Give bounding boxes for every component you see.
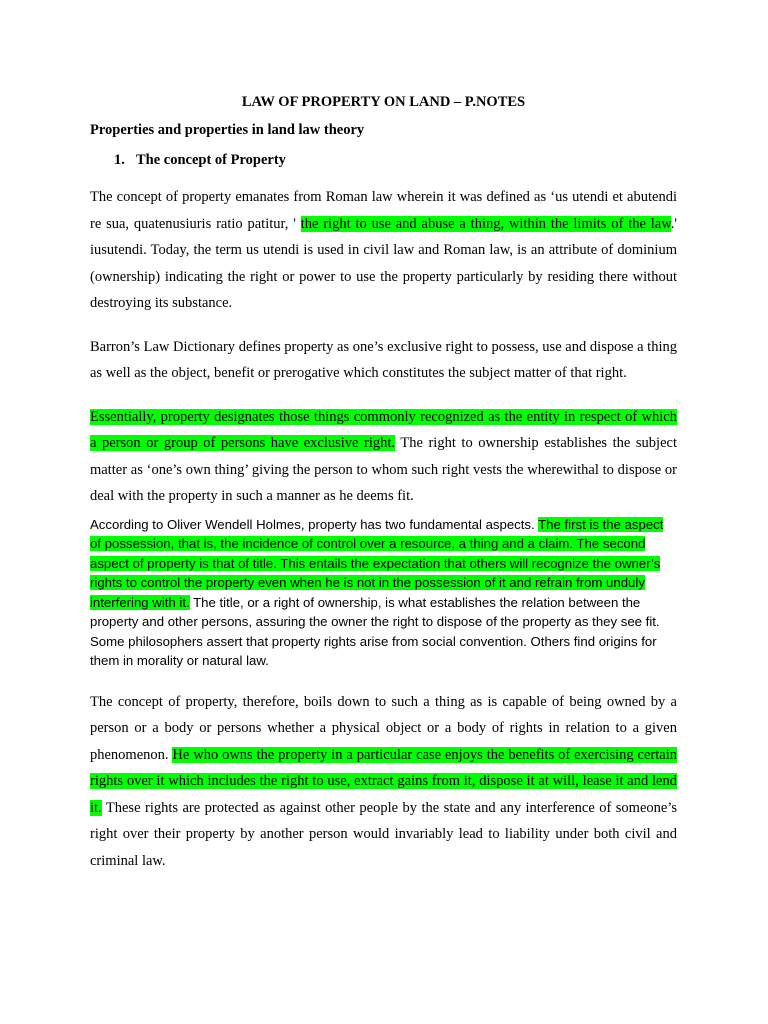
highlighted-text: Essentially, property designates those things commonly recognized as the entity in respect of which a person or group of persons have exclusive right. [90,408,677,451]
document-body [90,93,677,874]
paragraph-holmes [90,515,677,671]
paragraph-text: These rights are protected as against other people by the state and any interference of someone’s right over their property by another person would invariably lead to liability under both civil and criminal law. [90,799,677,869]
subsection-heading [114,151,677,169]
paragraph-essentially [90,404,677,510]
paragraph-text: The title, or a right of ownership, is what establishes the relation between the property and other persons, assuring the owner the right to dispose of the property as they see fit. Some philosophers assert that property rights arise from social convention. Others find origins for them in morality or natural law. [90,594,660,668]
highlighted-text: the right to use and abuse a thing, within the limits of the law [300,215,671,232]
subsection-label: The concept of Property [136,152,286,168]
paragraph-roman-law [90,184,677,317]
paragraph-text: The concept of property, therefore, boils down to such a thing as is capable of being owned by a person or a body or persons whether a physical object or a body of rights in relation to a given phenomenon. [90,693,677,763]
paragraph-barrons-definition [90,334,677,387]
paragraph-concept-summary [90,689,677,875]
paragraph-text: The concept of property emanates from Roman law wherein it was defined as ‘us utendi et abutendi re sua, quatenusiuris ratio patitur, ' [90,189,677,232]
section-heading: Properties and properties in land law theory [90,122,365,138]
paragraph-text: .' iusutendi. Today, the term us utendi is used in civil law and Roman law, is an attribute of dominium (ownership) indicating the right or power to use the property particularly by residing there without destroying its substance. [90,215,677,311]
highlighted-text: He who owns the property in a particular case enjoys the benefits of exercising certain rights over it which includes the right to use, extract gains from it, dispose it at will, lease it and lend it. [90,746,677,816]
highlighted-text: The first is the aspect of possession, that is, the incidence of control over a resource, a thing and a claim. The second aspect of property is that of title. This entails the expectation that others will recognize the owner’s rights to control the property even when he is not in the possession of it and refrain from unduly interfering with it. [90,516,664,610]
paragraph-text: According to Oliver Wendell Holmes, property has two fundamental aspects. [90,516,539,532]
paragraph-text: The right to ownership establishes the subject matter as ‘one’s own thing’ giving the person to whom such right vests the wherewithal to dispose or deal with the property in such a manner as he deems fit. [90,435,677,504]
subsection-number: 1. [114,152,125,168]
paragraph-text: Barron’s Law Dictionary defines property as one’s exclusive right to possess, use and dispose a thing as well as the object, benefit or prerogative which constitutes the subject matter of that right. [90,338,677,381]
document-title: LAW OF PROPERTY ON LAND – P.NOTES [241,94,526,110]
